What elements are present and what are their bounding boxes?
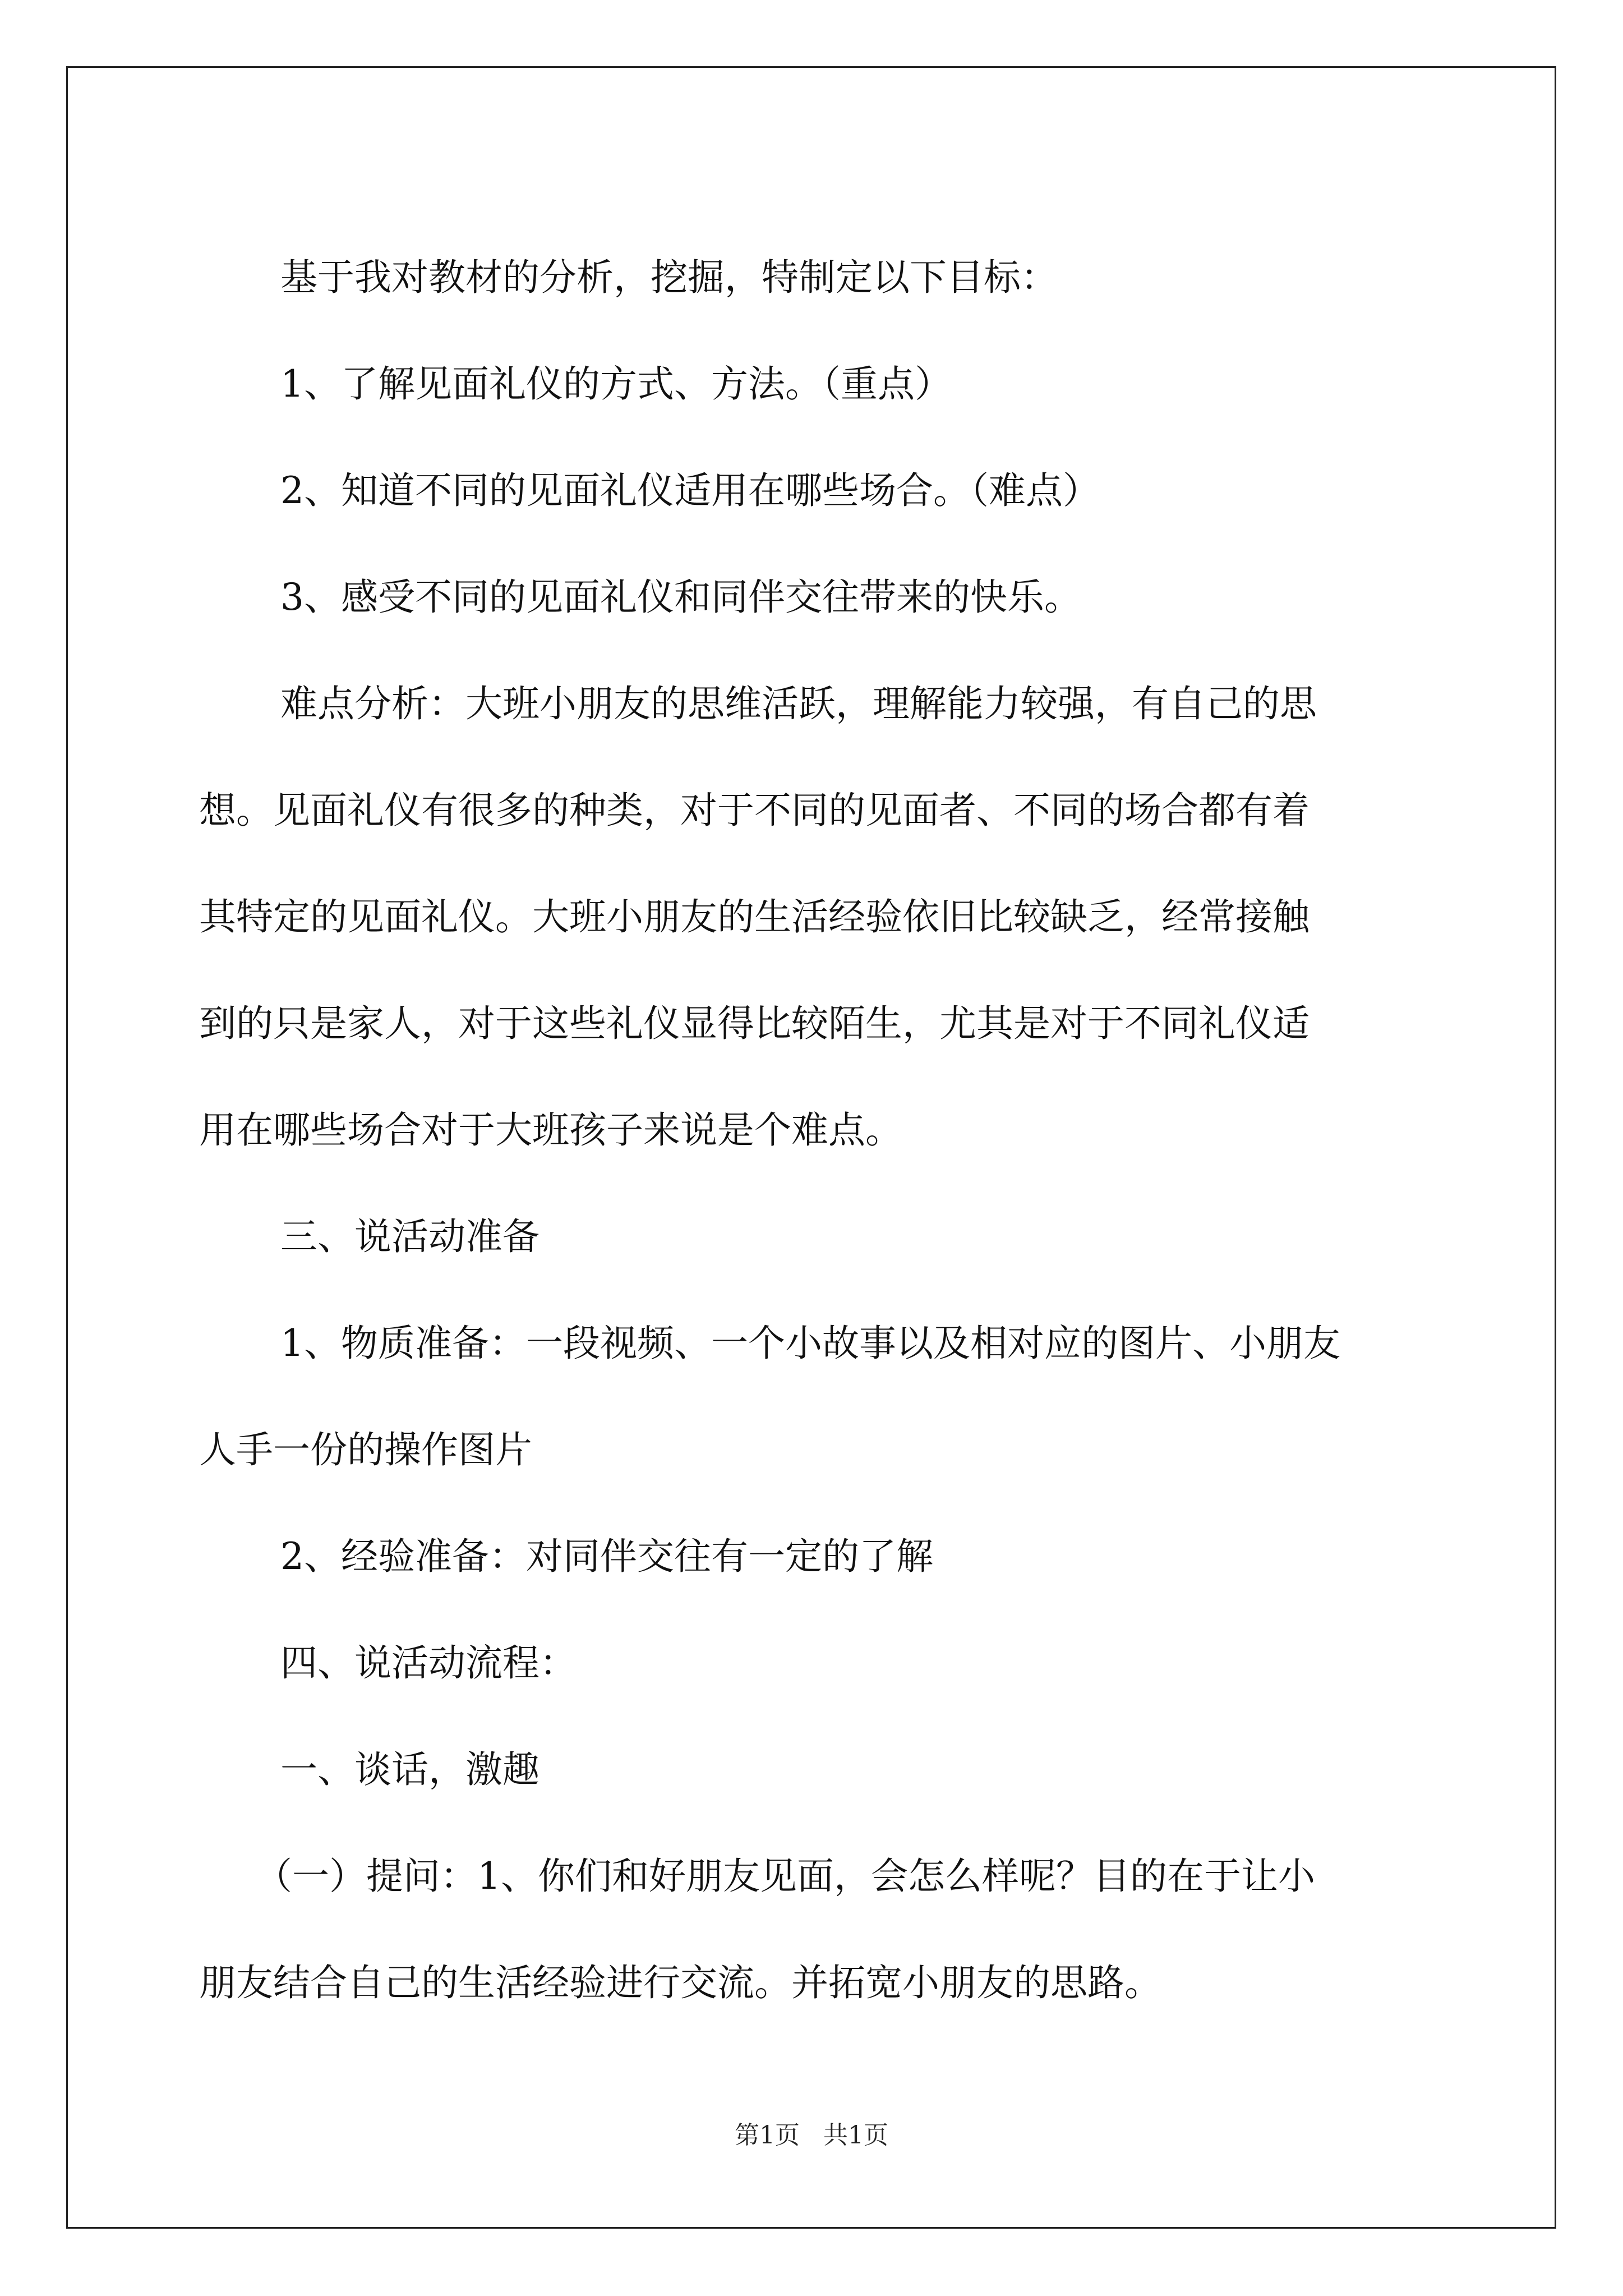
page-number-total: 共1页 [823, 2121, 888, 2150]
paragraph-line: （一）提问：1、你们和好朋友见面，会怎么样呢？目的在于让小 [255, 1855, 1315, 1898]
paragraph-line: 1、了解见面礼仪的方式、方法。（重点） [280, 362, 952, 406]
paragraph-line: 到的只是家人，对于这些礼仪显得比较陌生，尤其是对于不同礼仪适 [199, 1002, 1310, 1045]
paragraph-line: 1、物质准备：一段视频、一个小故事以及相对应的图片、小朋友 [280, 1322, 1340, 1365]
paragraph-line: 难点分析：大班小朋友的思维活跃，理解能力较强，有自己的思 [280, 682, 1317, 725]
section-heading: 三、说活动准备 [280, 1215, 540, 1258]
paragraph-line: 人手一份的操作图片 [199, 1428, 532, 1471]
paragraph-line: 2、经验准备：对同伴交往有一定的了解 [280, 1535, 933, 1578]
section-heading: 一、谈话，激趣 [280, 1748, 540, 1791]
paragraph-line: 2、知道不同的见面礼仪适用在哪些场合。（难点） [280, 469, 1100, 512]
page-footer [0, 2115, 1623, 2151]
section-heading: 四、说活动流程： [280, 1641, 577, 1685]
paragraph-line: 其特定的见面礼仪。大班小朋友的生活经验依旧比较缺乏，经常接触 [199, 895, 1310, 938]
paragraph-line: 用在哪些场合对于大班孩子来说是个难点。 [199, 1108, 902, 1152]
paragraph-line: 基于我对教材的分析，挖掘，特制定以下目标： [280, 256, 1058, 299]
document-body [199, 224, 1427, 2036]
paragraph-line: 想。见面礼仪有很多的种类，对于不同的见面者、不同的场合都有着 [199, 789, 1310, 832]
paragraph-line: 3、感受不同的见面礼仪和同伴交往带来的快乐。 [280, 576, 1081, 619]
paragraph-line: 朋友结合自己的生活经验进行交流。并拓宽小朋友的思路。 [199, 1961, 1161, 2004]
page-number-current: 第1页 [735, 2121, 800, 2150]
